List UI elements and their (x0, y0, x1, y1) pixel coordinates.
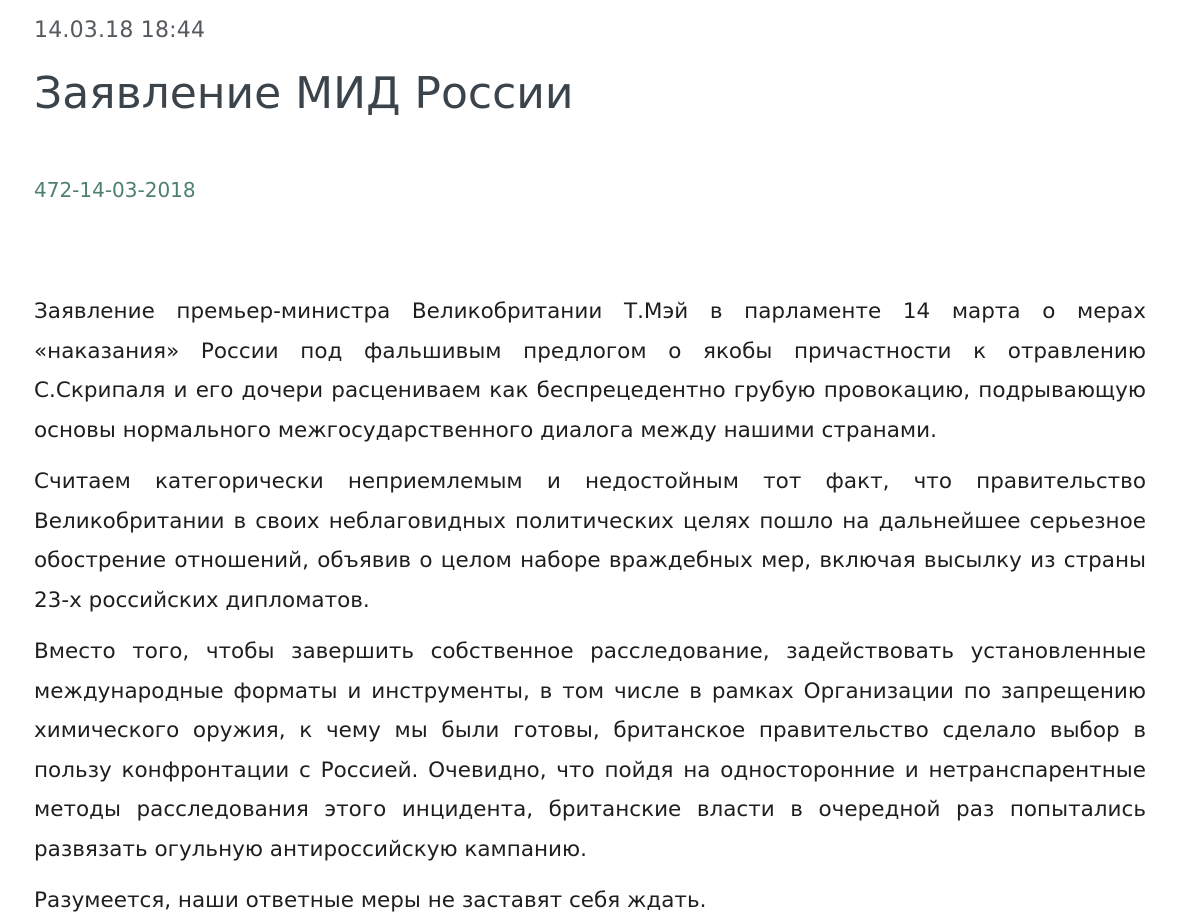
page-title: Заявление МИД России (34, 68, 574, 119)
article-paragraph: Заявление премьер-министра Великобритании Т.Мэй в парламенте 14 марта о мерах «наказания» России под фальшивым предлогом о якобы причастности к отравлению С.Скрипаля и его дочери расцениваем как беспрецедентно грубую провокацию, подрывающую основы нормального межгосударственного диалога между нашими странами. (34, 299, 1146, 443)
article-paragraph: Считаем категорически неприемлемым и недостойным тот факт, что правительство Великобритании в своих неблаговидных политических целях пошло на дальнейшее серьезное обострение отношений, объявив о целом наборе враждебных мер, включая высылку из страны 23-х российских дипломатов. (34, 469, 1146, 613)
document-number: 472-14-03-2018 (34, 178, 196, 202)
article-paragraph: Разумеется, наши ответные меры не заставят себя ждать. (34, 888, 707, 913)
article-paragraph: Вместо того, чтобы завершить собственное расследование, задействовать установленные международные форматы и инструменты, в том числе в рамках Организации по запрещению химического оружия, к чему мы были готовы, британское правительство сделало выбор в пользу конфронтации с Россией. Очевидно, что пойдя на односторонние и нетранспарентные методы расследования этого инцидента, британские власти в очередной раз попытались развязать огульную антироссийскую кампанию. (34, 639, 1146, 862)
article-body (34, 292, 1146, 921)
publication-datetime: 14.03.18 18:44 (34, 18, 206, 43)
